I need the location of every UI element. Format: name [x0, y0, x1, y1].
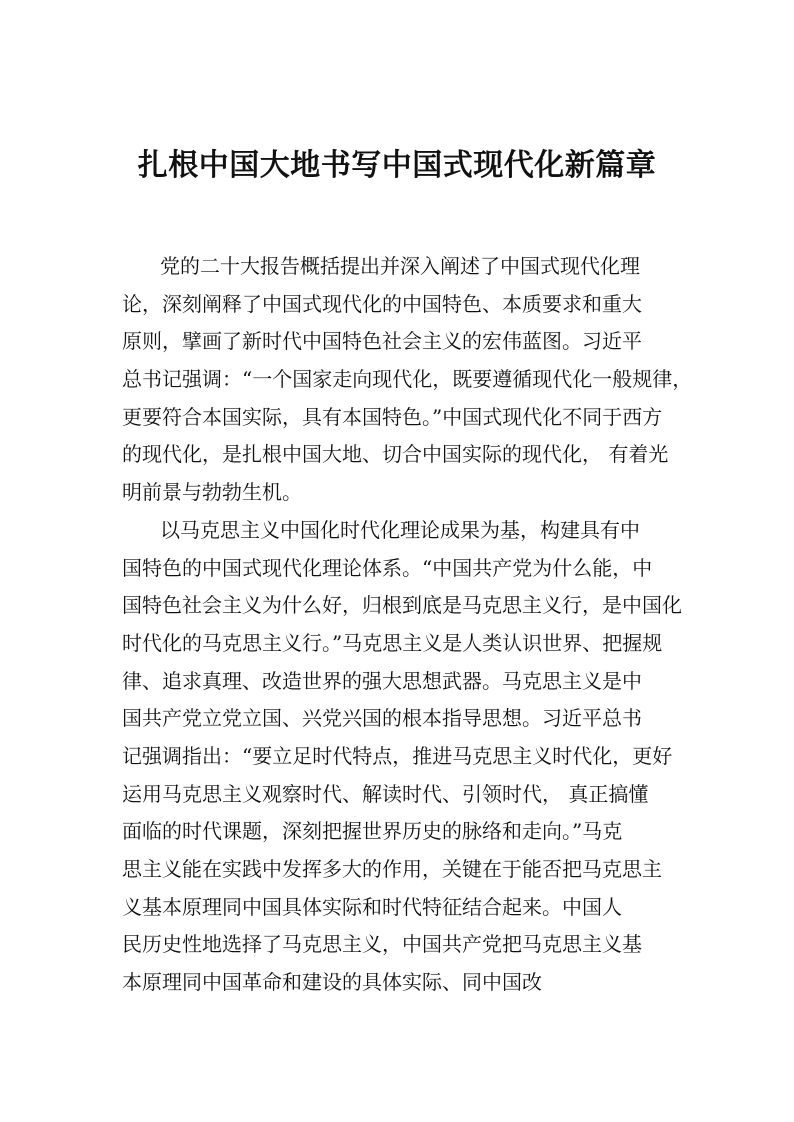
- paragraph-1-line-4: 总书记强调：“一个国家走向现代化，既要遵循现代化一般规律，: [122, 367, 693, 392]
- paragraph-2-line-3: 国特色社会主义为什么好，归根到底是马克思主义行，是中国化: [122, 593, 682, 618]
- paragraph-1-line-7: 明前景与勃勃生机。: [122, 480, 302, 505]
- paragraph-2-line-1: 以马克思主义中国化时代化理论成果为基，构建具有中: [160, 517, 640, 542]
- paragraph-1-line-5: 更要符合本国实际，具有本国特色。”中国式现代化不同于西方: [122, 404, 663, 429]
- document-body: [122, 248, 693, 1002]
- paragraph-2-line-11: 义基本原理同中国具体实际和时代特征结合起来。中国人: [122, 894, 622, 919]
- paragraph-2-line-7: 记强调指出：“要立足时代特点，推进马克思主义时代化，更好: [122, 743, 673, 768]
- paragraph-2-line-12: 民历史性地选择了马克思主义，中国共产党把马克思主义基: [122, 932, 642, 957]
- paragraph-1-line-6: 的现代化，是扎根中国大地、切合中国实际的现代化， 有着光: [122, 442, 669, 467]
- paragraph-2-line-6: 国共产党立党立国、兴党兴国的根本指导思想。习近平总书: [122, 706, 642, 731]
- paragraph-2-line-2: 国特色的中国式现代化理论体系。“中国共产党为什么能，中: [122, 555, 653, 580]
- paragraph-1-line-2: 论，深刻阐释了中国式现代化的中国特色、本质要求和重大: [122, 291, 642, 316]
- paragraph-1-line-3: 原则，擘画了新时代中国特色社会主义的宏伟蓝图。习近平: [122, 329, 642, 354]
- paragraph-2-line-5: 律、追求真理、改造世界的强大思想武器。马克思主义是中: [122, 668, 642, 693]
- paragraph-1-line-1: 党的二十大报告概括提出并深入阐述了中国式现代化理: [160, 254, 640, 278]
- paragraph-2-line-9: 面临的时代课题，深刻把握世界历史的脉络和走向。”马克: [122, 819, 623, 844]
- paragraph-2-line-4: 时代化的马克思主义行。”马克思主义是人类认识世界、把握规: [122, 630, 663, 655]
- paragraph-2-line-13: 本原理同中国革命和建设的具体实际、同中国改: [122, 970, 542, 995]
- paragraph-2-line-8: 运用马克思主义观察时代、解读时代、引领时代， 真正搞懂: [122, 781, 649, 806]
- document-title: 扎根中国大地书写中国式现代化新篇章: [137, 148, 657, 183]
- paragraph-2-line-10: 思主义能在实践中发挥多大的作用，关键在于能否把马克思主: [122, 857, 662, 881]
